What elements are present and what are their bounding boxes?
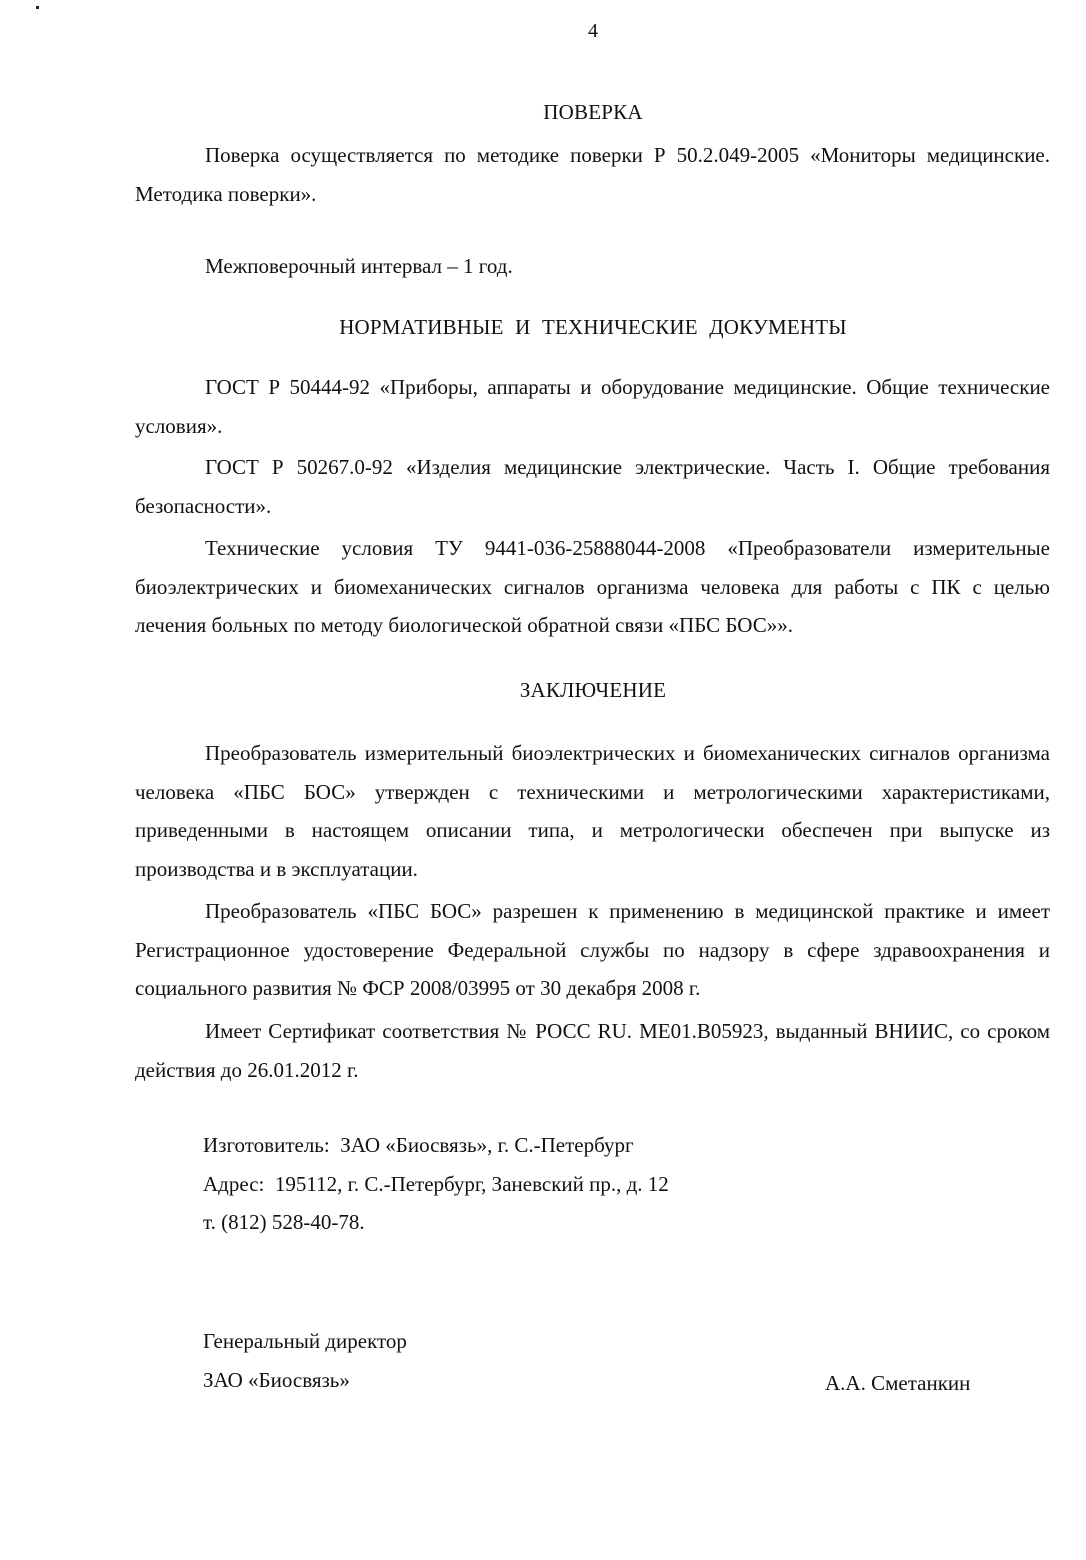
manufacturer-address: Адрес: 195112, г. С.-Петербург, Заневский пр., д. 12 — [203, 1171, 669, 1196]
paragraph-verification-method: Поверка осуществляется по методике поверки Р 50.2.049-2005 «Мониторы медицинские. Методика поверки». — [135, 143, 1050, 206]
heading-conclusion: ЗАКЛЮЧЕНИЕ — [519, 678, 667, 702]
scan-speck — [36, 6, 39, 9]
heading-normative-docs: НОРМАТИВНЫЕ И ТЕХНИЧЕСКИЕ ДОКУМЕНТЫ — [339, 315, 847, 339]
signature-position: Генеральный директор — [203, 1329, 407, 1353]
signature-block — [203, 1322, 407, 1399]
paragraph-conclusion-certificate: Имеет Сертификат соответствия № РОСС RU. МЕ01.В05923, выданный ВНИИС, со сроком действия до 26.01.2012 г. — [135, 1019, 1050, 1082]
manufacturer-block — [203, 1126, 669, 1242]
signature-company: ЗАО «Биосвязь» — [203, 1367, 350, 1392]
paragraph-gost-50267: ГОСТ Р 50267.0-92 «Изделия медицинские электрические. Часть I. Общие требования безопасности». — [135, 455, 1050, 518]
manufacturer-name: Изготовитель: ЗАО «Биосвязь», г. С.-Петербург — [203, 1133, 634, 1157]
paragraph-conclusion-registration: Преобразователь «ПБС БОС» разрешен к применению в медицинской практике и имеет Регистрационное удостоверение Федеральной службы по надзору в сфере здравоохранения и социального развития № ФСР 2008/03995 от 30 декабря 2008 г. — [135, 899, 1050, 1000]
paragraph-conclusion-approval: Преобразователь измерительный биоэлектрических и биомеханических сигналов организма человека «ПБС БОС» утвержден с техническими и метрологическими характеристиками, приведенными в настоящем описании типа, и метрологически обеспечен при выпуске из производства и в эксплуатации. — [135, 741, 1050, 881]
manufacturer-phone: т. (812) 528-40-78. — [203, 1210, 365, 1234]
paragraph-tech-conditions: Технические условия ТУ 9441-036-25888044-2008 «Преобразователи измерительные биоэлектрических и биомеханических сигналов организма человека для работы с ПК с целью лечения больных по методу биологической обратной связи «ПБС БОС»». — [135, 536, 1050, 637]
page-number: 4 — [588, 20, 598, 42]
signature-name: А.А. Сметанкин — [825, 1371, 971, 1395]
paragraph-gost-50444: ГОСТ Р 50444-92 «Приборы, аппараты и оборудование медицинские. Общие технические условия». — [135, 375, 1050, 438]
heading-verification: ПОВЕРКА — [543, 100, 643, 124]
paragraph-verification-interval: Межповерочный интервал – 1 год. — [205, 254, 513, 278]
